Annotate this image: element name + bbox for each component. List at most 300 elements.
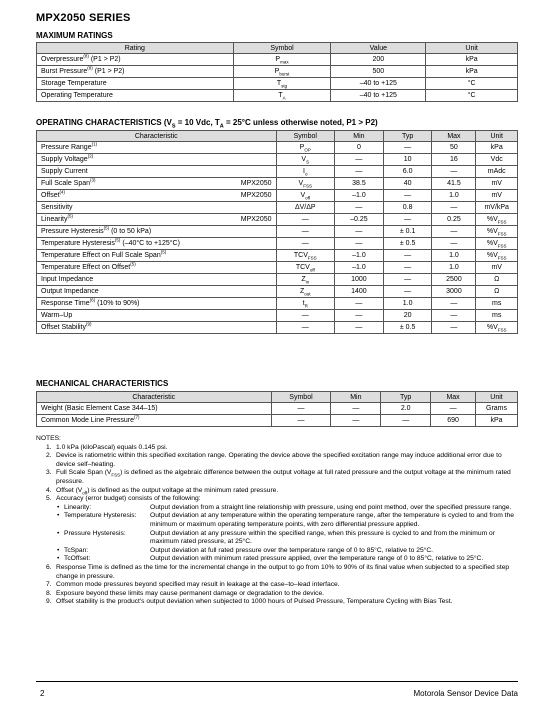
note-number: 2. [46, 452, 52, 460]
bullet-description: Output deviation with minimum rated pressure applied, over the temperature range of 0 to 85°C, relative to 25°C. [150, 555, 484, 563]
max-cell: 16 [432, 154, 476, 166]
note-8 [36, 590, 518, 599]
unit-text: mAdc [487, 168, 506, 175]
unit-cell: °C [426, 78, 518, 90]
characteristic-text: Linearity [41, 216, 68, 223]
note-number: 8. [46, 589, 52, 597]
col-unit: Unit [476, 131, 518, 142]
characteristic-text: Pressure Hysteresis [41, 228, 104, 235]
max-cell: 0.25 [432, 214, 476, 226]
characteristic-condition: (10% to 90%) [95, 300, 140, 307]
max-cell: 1.0 [432, 262, 476, 274]
note-text: Accuracy (error budget) consists of the following: [56, 495, 201, 503]
symbol-text: t [302, 300, 305, 307]
min-cell: 38.5 [335, 178, 384, 190]
symbol-text: V [301, 156, 307, 163]
characteristic-text: Temperature Effect on Offset [41, 264, 131, 271]
characteristic-cell [37, 250, 184, 262]
characteristic-condition: (0 to 50 kPa) [109, 228, 152, 235]
unit-text: mV [491, 264, 502, 271]
unit-text: %V [486, 240, 498, 247]
min-cell: — [335, 226, 384, 238]
typ-cell: — [383, 142, 432, 154]
rating-cell [37, 90, 234, 102]
bullet-description: Output deviation from a straight line relationship with pressure, using end point method, over the specified pressure range. [150, 503, 512, 511]
unit-cell [476, 142, 518, 154]
table-row [37, 90, 518, 102]
unit-cell [476, 214, 518, 226]
col-unit: Unit [476, 392, 518, 403]
typ-cell: 10 [383, 154, 432, 166]
symbol-subscript: S [306, 159, 310, 165]
min-cell: –1.0 [335, 262, 384, 274]
bullet-icon: • [57, 512, 60, 520]
col-max: Max [431, 392, 476, 403]
symbol-cell [233, 66, 331, 78]
table-row [37, 214, 518, 226]
min-cell: — [335, 298, 384, 310]
typ-cell: ± 0.5 [383, 322, 432, 334]
min-cell: 0 [335, 142, 384, 154]
note-number: 9. [46, 598, 52, 606]
characteristic-text: Temperature Effect on Full Scale Span [41, 252, 161, 259]
characteristic-cell [37, 190, 184, 202]
page-number: 2 [40, 689, 45, 698]
symbol-cell [276, 154, 335, 166]
rating-text: Burst Pressure [41, 68, 88, 75]
max-cell: 41.5 [432, 178, 476, 190]
table-row [37, 142, 518, 154]
symbol-text: — [301, 324, 309, 331]
max-cell: — [432, 166, 476, 178]
table-row [37, 190, 518, 202]
accuracy-bullet-item [36, 504, 518, 513]
characteristic-cell [37, 286, 184, 298]
min-cell: 1400 [335, 286, 384, 298]
col-symbol: Symbol [271, 392, 331, 403]
device-cell [184, 262, 276, 274]
unit-cell: kPa [476, 415, 518, 427]
symbol-cell [276, 166, 335, 178]
col-value: Value [331, 43, 426, 54]
operating-title-main: OPERATING CHARACTERISTICS [36, 118, 162, 127]
symbol-cell: — [271, 415, 331, 427]
bullet-term: Linearity: [64, 503, 92, 511]
mechanical-title: MECHANICAL CHARACTERISTICS [36, 379, 169, 388]
symbol-text: Z [301, 276, 306, 283]
symbol-text: P [299, 144, 305, 151]
characteristic-cell [37, 262, 184, 274]
series-title: MPX2050 SERIES [36, 12, 131, 24]
unit-cell: °C [426, 90, 518, 102]
symbol-subscript: in [305, 279, 310, 285]
unit-text: %V [486, 228, 498, 235]
min-cell: — [335, 310, 384, 322]
col-min: Min [335, 131, 384, 142]
unit-cell [476, 202, 518, 214]
operating-cond-a: (V [161, 118, 172, 127]
characteristic-cell [37, 238, 184, 250]
footer-publication: Motorola Sensor Device Data [413, 689, 518, 698]
unit-cell [476, 322, 518, 334]
table-row [37, 154, 518, 166]
characteristic-cell [37, 202, 184, 214]
unit-cell [476, 226, 518, 238]
unit-subscript: FSS [497, 219, 507, 225]
max-cell: — [432, 322, 476, 334]
note-text: ) is defined as the algebraic difference between the output voltage at full rated pressure and the output voltage at the minimum rated pressure. [56, 469, 511, 485]
typ-cell: — [383, 190, 432, 202]
characteristic-cell [37, 226, 184, 238]
characteristic-text: Weight (Basic Element Case 344–15) [41, 405, 158, 412]
characteristic-cell [37, 214, 184, 226]
symbol-subscript: A [282, 95, 286, 101]
table-row [37, 310, 518, 322]
symbol-cell [276, 214, 335, 226]
symbol-text: TCV [295, 264, 310, 271]
unit-text: mV [491, 192, 502, 199]
symbol-text: — [301, 240, 309, 247]
symbol-text: P [275, 56, 281, 63]
min-cell: — [335, 238, 384, 250]
bullet-icon: • [57, 529, 60, 537]
unit-cell: Grams [476, 403, 518, 415]
max-cell: 50 [432, 142, 476, 154]
rating-condition: (P1 > P2) [88, 56, 121, 63]
typ-cell: 40 [383, 178, 432, 190]
unit-cell [476, 166, 518, 178]
note-text: ) is defined as the output voltage at the minimum rated pressure. [87, 486, 279, 494]
note-text: Offset (V [56, 486, 83, 494]
unit-cell [476, 310, 518, 322]
symbol-subscript: off [305, 195, 311, 201]
table-row [37, 415, 518, 427]
operating-cond-a-sub: S [171, 123, 176, 130]
symbol-text: T [278, 92, 283, 99]
footnote-ref: (7) [134, 414, 140, 420]
rating-cell [37, 66, 234, 78]
characteristic-cell [37, 322, 184, 334]
accuracy-bullets [36, 504, 518, 564]
characteristic-text: Warm–Up [41, 312, 73, 319]
characteristic-text: Full Scale Span [41, 180, 91, 187]
accuracy-bullet-item [36, 555, 518, 564]
min-cell: — [335, 166, 384, 178]
symbol-text: — [301, 228, 309, 235]
symbol-cell [276, 202, 335, 214]
unit-cell [476, 286, 518, 298]
unit-cell: kPa [426, 54, 518, 66]
col-symbol: Symbol [233, 43, 331, 54]
symbol-text: — [301, 216, 309, 223]
table-row [37, 166, 518, 178]
characteristic-text: Pressure Range [41, 144, 92, 151]
device-cell [184, 310, 276, 322]
footnote-ref: (6) [89, 297, 96, 303]
device-cell [184, 286, 276, 298]
max-ratings-title: MAXIMUM RATINGS [36, 31, 113, 40]
note-7 [36, 581, 518, 590]
rating-text: Operating Temperature [41, 92, 113, 99]
max-cell: 1.0 [432, 190, 476, 202]
characteristic-text: Response Time [41, 300, 90, 307]
min-cell: 1000 [335, 274, 384, 286]
operating-cond-b-sub: A [219, 123, 224, 130]
footnote-ref: (5) [160, 249, 167, 255]
col-characteristic: Characteristic [37, 392, 272, 403]
symbol-cell [276, 322, 335, 334]
device-cell [184, 274, 276, 286]
rating-text: Storage Temperature [41, 80, 107, 87]
characteristic-cell [37, 403, 272, 415]
note-number: 3. [46, 469, 52, 477]
value-cell: 500 [331, 66, 426, 78]
unit-cell [476, 190, 518, 202]
note-3 [36, 469, 518, 486]
table-row [37, 262, 518, 274]
table-row [37, 78, 518, 90]
note-1 [36, 444, 518, 453]
bullet-icon: • [57, 503, 60, 511]
col-rating: Rating [37, 43, 234, 54]
unit-text: %V [486, 324, 498, 331]
typ-cell: ± 0.5 [383, 238, 432, 250]
unit-text: ms [492, 300, 502, 307]
characteristic-text: Temperature Hysteresis [41, 240, 115, 247]
unit-cell [476, 154, 518, 166]
bullet-icon: • [57, 555, 60, 563]
min-cell: — [331, 403, 381, 415]
bullet-term: Temperature Hysteresis: [64, 512, 137, 520]
note-2 [36, 452, 518, 469]
col-unit: Unit [426, 43, 518, 54]
symbol-text: T [276, 80, 282, 87]
device-cell [184, 238, 276, 250]
unit-cell [476, 178, 518, 190]
device-cell [184, 298, 276, 310]
symbol-cell [276, 250, 335, 262]
device-cell: MPX2050 [184, 178, 276, 190]
note-number: 1. [46, 443, 52, 451]
device-cell [184, 226, 276, 238]
symbol-text: TCV [293, 252, 308, 259]
col-characteristic: Characteristic [37, 131, 277, 142]
device-cell [184, 142, 276, 154]
footnote-ref: (3) [90, 177, 96, 183]
note-number: 5. [46, 495, 52, 503]
table-row [37, 238, 518, 250]
characteristic-cell [37, 154, 184, 166]
bullet-term: TcOffset: [64, 555, 91, 563]
notes-section [36, 435, 518, 607]
symbol-cell [276, 190, 335, 202]
max-cell: — [432, 298, 476, 310]
symbol-subscript: o [304, 171, 308, 177]
bullet-description: Output deviation at any pressure within the specified range, when this pressure is cycled to and from the minimum or maximum rated pressure, at 25°C. [150, 529, 495, 546]
device-cell [184, 322, 276, 334]
footnote-ref: (8) [83, 53, 89, 59]
unit-text: ms [492, 312, 502, 319]
unit-text: Ω [494, 288, 500, 295]
unit-subscript: FSS [497, 231, 507, 237]
characteristic-cell [37, 310, 184, 322]
footnote-ref: (5) [130, 261, 136, 267]
col-typ: Typ [381, 392, 431, 403]
unit-subscript: FSS [497, 327, 507, 333]
symbol-text: — [301, 312, 309, 319]
note-text: Offset stability is the product's output deviation when subjected to 1000 hours of Pulsed Pressure, Temperature Cycling with Bias Test. [56, 598, 453, 606]
bullet-term: TcSpan: [64, 546, 89, 554]
symbol-subscript: FSS [303, 183, 312, 189]
typ-cell: — [383, 262, 432, 274]
typ-cell: — [383, 274, 432, 286]
characteristic-cell [37, 142, 184, 154]
typ-cell: — [383, 250, 432, 262]
symbol-cell [276, 142, 335, 154]
symbol-text: I [303, 168, 305, 175]
table-row [37, 54, 518, 66]
symbol-cell [276, 274, 335, 286]
device-cell [184, 202, 276, 214]
characteristic-text: Common Mode Line Pressure [41, 417, 134, 424]
characteristic-text: Supply Current [41, 168, 88, 175]
device-cell [184, 154, 276, 166]
symbol-subscript: R [304, 303, 308, 309]
min-cell: — [335, 154, 384, 166]
symbol-subscript: OP [304, 147, 311, 153]
device-cell [184, 250, 276, 262]
max-cell: 2500 [432, 274, 476, 286]
table-row [37, 226, 518, 238]
bullet-term: Pressure Hysteresis: [64, 529, 126, 537]
note-4 [36, 487, 518, 496]
typ-cell: 6.0 [383, 166, 432, 178]
col-symbol: Symbol [276, 131, 335, 142]
footer-divider [36, 681, 518, 682]
note-text: 1.0 kPa (kiloPascal) equals 0.145 psi. [56, 443, 168, 451]
unit-text: mV [491, 180, 502, 187]
table-row [37, 298, 518, 310]
unit-cell [476, 274, 518, 286]
note-text: Exposure beyond these limits may cause permanent damage or degradation to the device. [56, 589, 325, 597]
rating-text: Overpressure [41, 56, 84, 63]
max-cell: — [432, 310, 476, 322]
symbol-text: V [300, 192, 306, 199]
unit-text: Vdc [490, 156, 503, 163]
symbol-subscript: out [304, 291, 311, 297]
bullet-description: Output deviation at any temperature within the operating temperature range, after the temperature is cycled to and from the minimum or maximum operating temperature points, with zero differential pressure applied. [150, 512, 514, 528]
footnote-ref: (4) [59, 189, 66, 195]
max-cell: — [432, 226, 476, 238]
operating-title [36, 118, 378, 130]
symbol-subscript: max [280, 59, 289, 65]
symbol-subscript: FSS [307, 255, 317, 261]
operating-cond-c: = 25°C unless otherwise noted, P1 > P2) [223, 118, 378, 127]
unit-text: %V [486, 216, 498, 223]
symbol-text: Z [300, 288, 305, 295]
note-text: Common mode pressures beyond specified may result in leakage at the case–to–lead interface. [56, 581, 340, 589]
max-cell: 1.0 [432, 250, 476, 262]
symbol-subscript: stg [281, 83, 288, 89]
symbol-cell [276, 178, 335, 190]
bullet-description: Output deviation at full rated pressure over the temperature range of 0 to 85°C, relative to 25°C. [150, 546, 434, 554]
typ-cell: ± 0.1 [383, 226, 432, 238]
symbol-cell [233, 54, 331, 66]
unit-cell [476, 250, 518, 262]
max-cell: — [432, 202, 476, 214]
min-cell: –1.0 [335, 190, 384, 202]
table-row [37, 178, 518, 190]
characteristic-cell [37, 178, 184, 190]
accuracy-bullet-item [36, 530, 518, 547]
typ-cell: 2.0 [381, 403, 431, 415]
notes-header: NOTES: [36, 435, 61, 442]
typ-cell: 1.0 [383, 298, 432, 310]
symbol-subscript: burst [279, 71, 290, 77]
symbol-cell: — [271, 403, 331, 415]
unit-text: mV/kPa [484, 204, 509, 211]
table-row [37, 286, 518, 298]
note-5 [36, 495, 518, 504]
rating-condition: (P1 > P2) [92, 68, 125, 75]
unit-text: Ω [494, 276, 500, 283]
symbol-text: V [298, 180, 304, 187]
symbol-cell [276, 262, 335, 274]
max-cell: 3000 [432, 286, 476, 298]
operating-cond-b: = 10 Vdc, T [175, 118, 220, 127]
footnote-ref: (9) [86, 321, 92, 327]
typ-cell: — [383, 214, 432, 226]
device-cell [184, 166, 276, 178]
note-number: 4. [46, 486, 52, 494]
note-sub: FSS [111, 472, 121, 478]
note-9 [36, 598, 518, 607]
table-row [37, 322, 518, 334]
characteristic-cell [37, 274, 184, 286]
footnote-ref: (8) [87, 65, 93, 71]
characteristic-text: Offset [41, 192, 60, 199]
symbol-subscript: off [309, 267, 315, 273]
typ-cell: — [381, 415, 431, 427]
note-number: 7. [46, 581, 52, 589]
max-ratings-table [36, 42, 518, 102]
value-cell: –40 to +125 [331, 78, 426, 90]
symbol-cell [233, 90, 331, 102]
table-row [37, 202, 518, 214]
footnote-ref: (1) [91, 141, 98, 147]
bullet-icon: • [57, 546, 60, 554]
value-cell: –40 to +125 [331, 90, 426, 102]
max-cell: 690 [431, 415, 476, 427]
unit-cell [476, 262, 518, 274]
symbol-cell [276, 238, 335, 250]
note-6 [36, 564, 518, 581]
mechanical-table [36, 391, 518, 427]
rating-cell [37, 78, 234, 90]
min-cell: –1.0 [335, 250, 384, 262]
table-row [37, 250, 518, 262]
table-row [37, 66, 518, 78]
footnote-ref: (5) [103, 225, 110, 231]
characteristic-cell [37, 166, 184, 178]
min-cell: — [331, 415, 381, 427]
note-sub: off [82, 489, 88, 495]
device-cell: MPX2050 [184, 190, 276, 202]
footnote-ref: (5) [67, 213, 73, 219]
min-cell: –0.25 [335, 214, 384, 226]
unit-subscript: FSS [497, 243, 507, 249]
max-cell: — [431, 403, 476, 415]
